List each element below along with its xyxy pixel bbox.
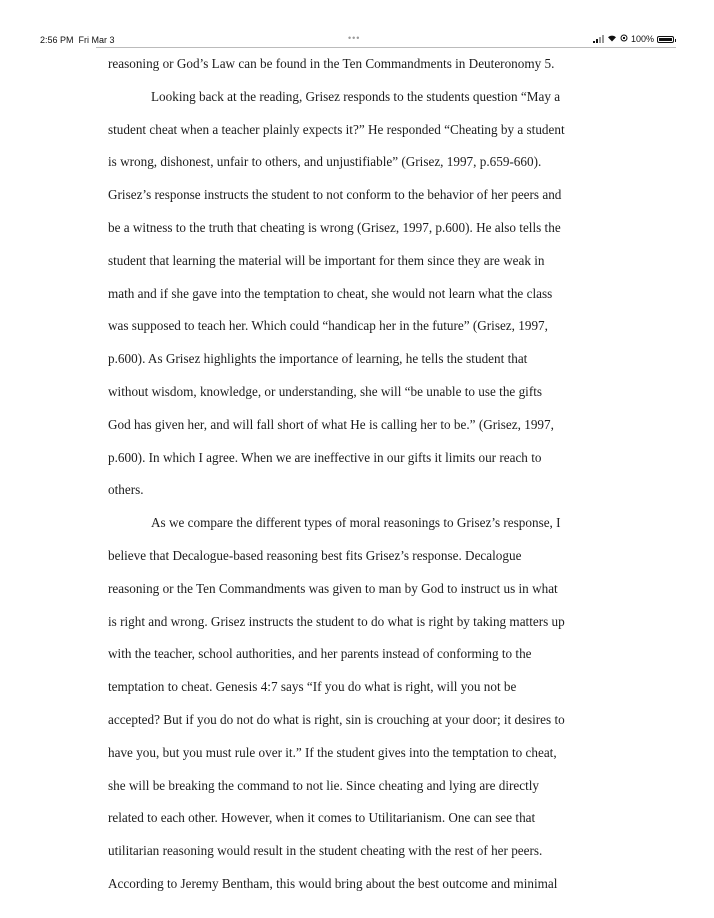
status-bar	[0, 0, 714, 45]
status-time: 2:56 PM	[40, 35, 74, 45]
document-line: As we compare the different types of moral reasonings to Grisez’s response, I	[151, 515, 561, 531]
document-line: with the teacher, school authorities, and her parents instead of conforming to the	[108, 646, 532, 662]
document-line: be a witness to the truth that cheating is wrong (Grisez, 1997, p.600). He also tells the	[108, 220, 561, 235]
document-line: accepted? But if you do not do what is right, sin is crouching at your door; it desires to	[108, 712, 565, 727]
page-top-edge	[96, 47, 676, 48]
document-line: is right and wrong. Grisez instructs the student to do what is right by taking matters up	[108, 613, 565, 629]
battery-icon	[657, 36, 674, 43]
document-line: Grisez’s response instructs the student to not conform to the behavior of her peers and	[108, 187, 562, 203]
status-date: Fri Mar 3	[78, 35, 115, 45]
document-line: p.600). As Grisez highlights the importance of learning, he tells the student that	[108, 351, 528, 367]
signal-icon	[593, 35, 604, 43]
document-line: student that learning the material will be important for them since they are weak in	[108, 252, 545, 268]
document-line: believe that Decalogue-based reasoning best fits Grisez’s response. Decalogue	[108, 548, 522, 563]
document-line: was supposed to teach her. Which could “handicap her in the future” (Grisez, 1997,	[108, 318, 548, 334]
document-line: utilitarian reasoning would result in the student cheating with the rest of her peers.	[108, 843, 543, 859]
wifi-icon	[607, 34, 617, 44]
document-line: related to each other. However, when it comes to Utilitarianism. One can see that	[108, 810, 536, 826]
document-line: temptation to cheat. Genesis 4:7 says “If you do what is right, will you not be	[108, 679, 517, 695]
document-line: is wrong, dishonest, unfair to others, and unjustifiable” (Grisez, 1997, p.659-660).	[108, 154, 542, 170]
document-line: she will be breaking the command to not lie. Since cheating and lying are directly	[108, 777, 540, 793]
document-line: others.	[108, 482, 144, 498]
document-line: without wisdom, knowledge, or understanding, she will “be unable to use the gifts	[108, 384, 543, 399]
status-time-date	[40, 35, 115, 45]
document-line: p.600). In which I agree. When we are ineffective in our gifts it limits our reach to	[108, 449, 542, 465]
document-line: God has given her, and will fall short of what He is calling her to be.” (Grisez, 1997,	[108, 416, 554, 432]
document-line: student cheat when a teacher plainly expects it?” He responded “Cheating by a student	[108, 121, 565, 137]
document-line: math and if she gave into the temptation to cheat, she would not learn what the class	[108, 285, 553, 301]
document-line: reasoning or God’s Law can be found in the Ten Commandments in Deuteronomy 5.	[108, 56, 555, 71]
document-line: Looking back at the reading, Grisez responds to the students question “May a	[151, 88, 561, 104]
orientation-lock-icon	[620, 34, 628, 44]
document-line: reasoning or the Ten Commandments was given to man by God to instruct us in what	[108, 580, 558, 596]
multitasking-dots[interactable]: •••	[348, 33, 361, 43]
status-indicators	[593, 34, 674, 44]
document-line: have you, but you must rule over it.” If the student gives into the temptation to cheat,	[108, 744, 557, 760]
battery-percent: 100%	[630, 34, 654, 44]
document-line: According to Jeremy Bentham, this would bring about the best outcome and minimal	[108, 876, 558, 891]
